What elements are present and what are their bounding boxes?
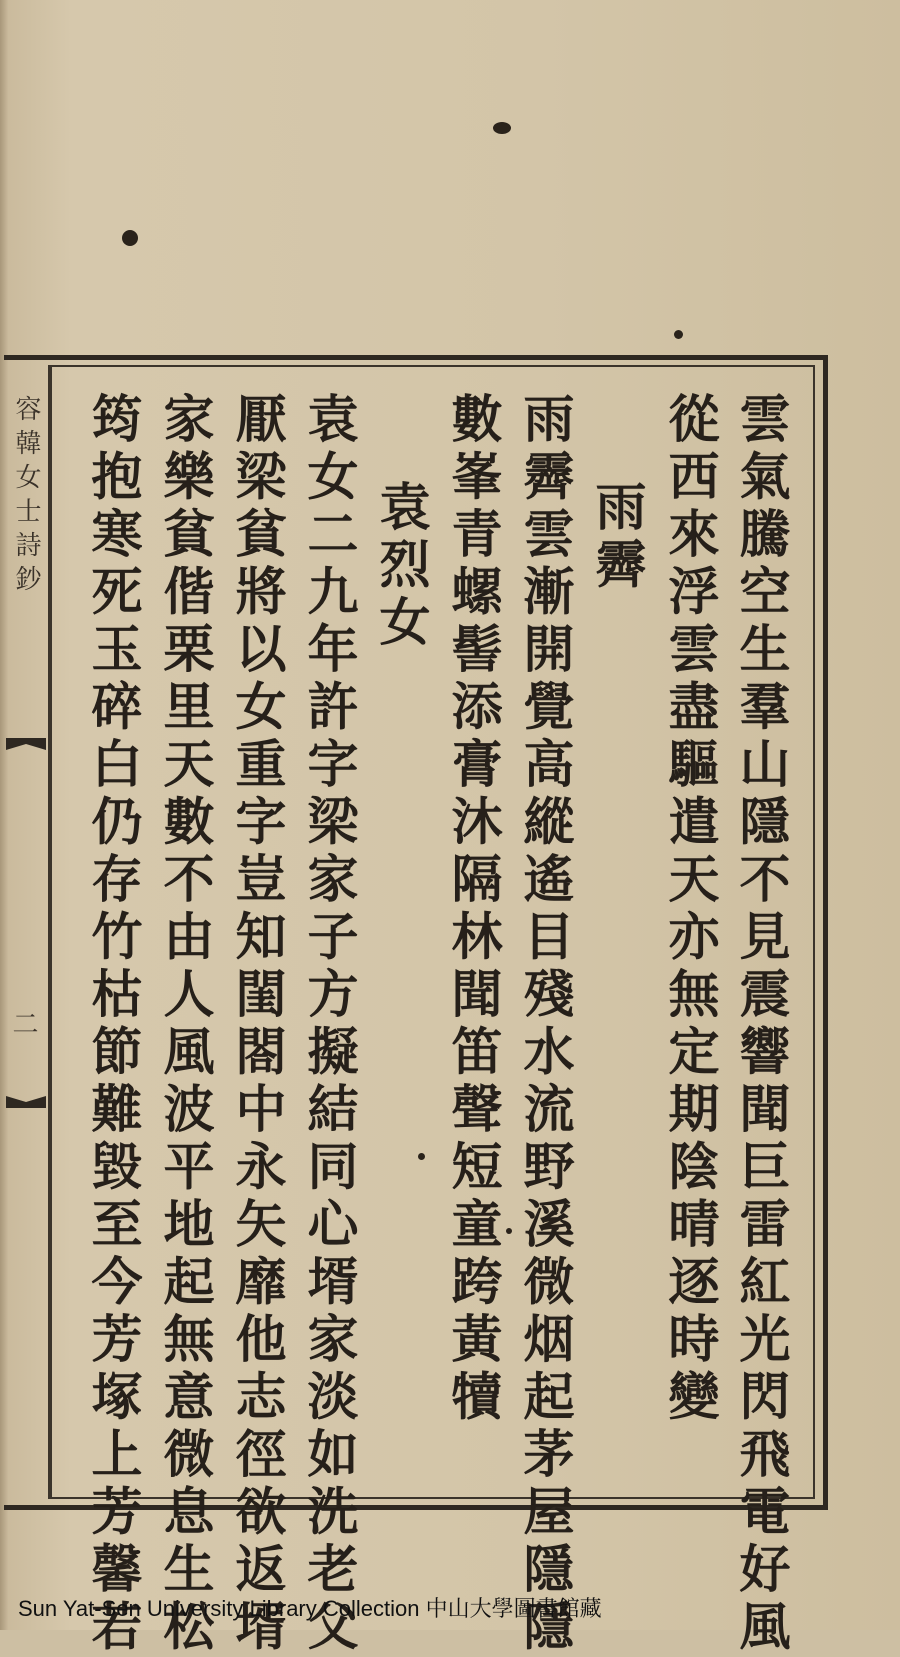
library-collection-caption: Sun Yat-Sen University Library Collection 中山大學圖書館藏 <box>18 1596 602 1621</box>
ink-speck <box>674 330 683 339</box>
text-column-5: 數峯青螺髻添膏沐隔林聞笛聲短童跨黃犢 <box>442 392 502 1427</box>
text-column-7: 袁女二九年許字梁家子方擬結同心壻家淡如洗老父 <box>298 392 358 1657</box>
fish-tail-mark-upper <box>6 738 46 754</box>
page-number: 二 <box>8 1010 38 1036</box>
text-column-2: 從西來浮雲盡驅遣天亦無定期陰晴逐時變 <box>659 392 719 1427</box>
text-column-10: 筠抱寒死玉碎白仍存竹枯節難毀至今芳塚上芳馨若 <box>82 392 142 1657</box>
fish-tail-mark-lower <box>6 1092 46 1108</box>
text-column-9: 家樂貧偕栗里天數不由人風波平地起無意微息生松 <box>154 392 214 1657</box>
book-title: 容韓女士詩鈔 <box>11 395 41 599</box>
text-column-4: 雨霽雲漸開覺高縱遙目殘水流野溪微烟起茅屋隱隱 <box>514 392 574 1657</box>
poem-title-rain-clears: 雨霽 <box>586 480 646 595</box>
ink-speck <box>493 122 511 134</box>
text-column-8: 厭梁貧將以女重字豈知閨閤中永矢靡他志徑欲返壻 <box>226 392 286 1657</box>
ink-speck <box>122 230 138 246</box>
text-column-1: 雲氣騰空生羣山隱不見震響聞巨雷紅光閃飛電好風 <box>730 392 790 1657</box>
poem-title-yuan-lienu: 袁烈女 <box>370 480 430 653</box>
